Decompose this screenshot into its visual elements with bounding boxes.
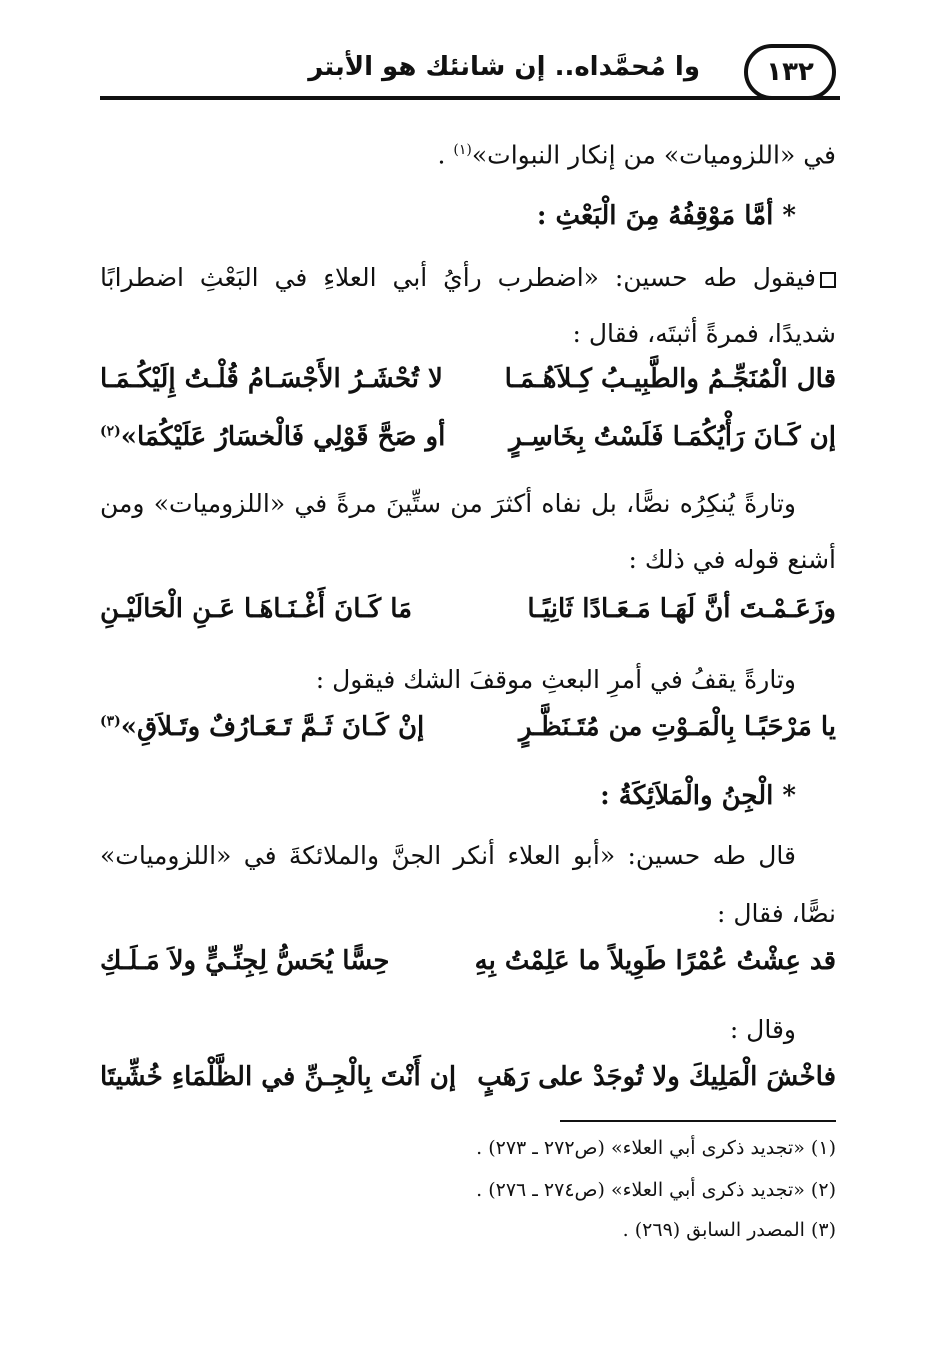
verse-3-first-hemistich: وزَعَـمْـتَ أنَّ لَهَـا مَـعَـادًا ثَانِيًـا <box>527 594 836 624</box>
verse-4-second-text: إنْ كَـانَ ثَـمَّ تَـعَـارُفٌ وتَـلاَقِ» <box>120 712 425 742</box>
header-rule <box>100 96 840 100</box>
verse-5-first-hemistich: قد عِشْتُ عُمْرًا طَوِيلاً ما عَلِمْتُ بِهِ <box>474 946 836 976</box>
paragraph-1-line-1-text: فيقول طه حسين: «اضطرب رأيُ أبي العلاءِ في البَعْثِ اضطرابًا <box>100 263 816 292</box>
verse-2 <box>100 422 836 466</box>
paragraph-4-line-2: نصًّا، فقال : <box>716 899 836 928</box>
verse-4-second-hemistich <box>100 712 424 742</box>
running-header-title: وا مُحمَّداه.. إن شانئك هو الأبتر <box>308 52 700 82</box>
section-heading-resurrection: * أمَّا مَوْقِفُهُ مِنَ الْبَعْثِ : <box>536 201 796 231</box>
verse-1 <box>100 364 836 408</box>
verse-3-second-hemistich: مَا كَـانَ أَغْـنَـاهَـا عَـنِ الْحَالَيْـنِ <box>100 594 413 624</box>
paragraph-2-line-2: أشنع قوله في ذلك : <box>628 545 836 574</box>
verse-6-first-hemistich: فاخْشَ الْمَلِيكَ ولا تُوجَدْ على رَهَبٍ <box>477 1062 836 1092</box>
section-heading-jinn-angels: * الْجِنُ والْمَلاَئِكَةُ : <box>600 781 796 811</box>
paragraph-4-line-1: قال طه حسين: «أبو العلاء أنكر الجنَّ والملائكةَ في «اللزوميات» <box>100 841 796 870</box>
paragraph-1-line-1 <box>100 260 836 296</box>
page-number: ١٣٢ <box>744 44 836 100</box>
verse-3 <box>100 594 836 638</box>
verse-1-first-hemistich: قال الْمُنَجِّـمُ والطَّبِيـبُ كِـلاَهُـمَـا <box>504 364 836 394</box>
paragraph-3: وتارةً يقفُ في أمرِ البعثِ موقفَ الشك فيقول : <box>315 665 796 694</box>
verse-2-second-hemistich <box>100 422 445 452</box>
footnote-3: (٣) المصدر السابق (٢٦٩) . <box>622 1219 836 1241</box>
footnote-ref-1: (١) <box>453 142 472 158</box>
footnote-rule <box>560 1120 836 1122</box>
square-icon <box>820 272 836 288</box>
paragraph-1-line-2: شديدًا، فمرةً أثبتَه، فقال : <box>572 319 836 348</box>
verse-6 <box>100 1062 836 1106</box>
verse-5 <box>100 946 836 990</box>
footnote-ref-3: (٣) <box>100 713 121 730</box>
verse-2-first-hemistich: إن كَـانَ رَأْيُكُمَـا فَلَسْتُ بِخَاسِـرٍ <box>509 422 836 452</box>
verse-4-first-hemistich: يا مَرْحَبًـا بِالْمَـوْتِ من مُتَـنَظَّـرٍ <box>519 712 836 742</box>
verse-5-second-hemistich: حِسًّا يُحَسُّ لِجِنِّـيٍّ ولاَ مَـلَـكِ <box>100 946 390 976</box>
text-line-1-end: . <box>437 140 454 170</box>
footnote-ref-2: (٢) <box>100 423 121 440</box>
verse-4 <box>100 712 836 756</box>
text-line-1 <box>100 132 836 173</box>
text-line-1-content: في «اللزوميات» من إنكار النبوات» <box>471 140 836 170</box>
verse-2-second-text: أو صَحَّ قَوْلِي فَالْخسَارُ عَلَيْكُمَا» <box>120 422 446 452</box>
verse-6-second-hemistich: إن أَنْتَ بِالْجِـنِّ في الظَّلْمَاءِ خُشِّيتَا <box>100 1062 457 1092</box>
verse-1-second-hemistich: لا تُحْشَـرُ الأَجْسَـامُ قُلْـتُ إِلَيْكُـمَـا <box>100 364 443 394</box>
footnote-1: (١) «تجديد ذكرى أبي العلاء» (ص٢٧٢ ـ ٢٧٣) . <box>476 1137 836 1159</box>
paragraph-2-line-1: وتارةً يُنكِرُه نصًّا، بل نفاه أكثرَ من ستِّينَ مرةً في «اللزوميات» ومن <box>100 489 796 518</box>
paragraph-5: وقال : <box>729 1015 796 1044</box>
footnote-2: (٢) «تجديد ذكرى أبي العلاء» (ص٢٧٤ ـ ٢٧٦) . <box>476 1179 836 1201</box>
